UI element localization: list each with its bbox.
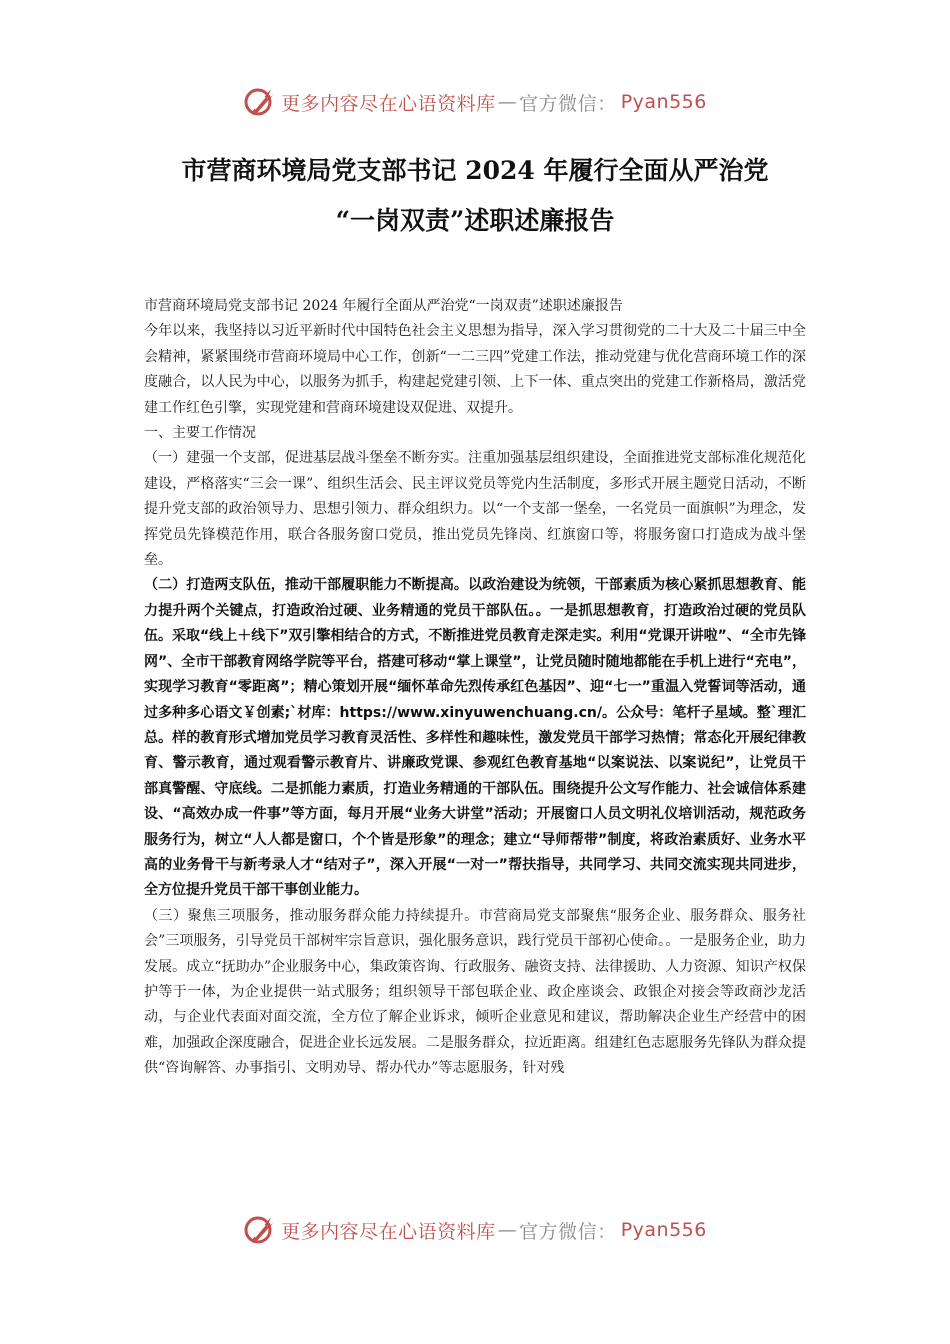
intro-paragraph: 今年以来，我坚持以习近平新时代中国特色社会主义思想为指导，深入学习贯彻党的二十大及二十届三中全会精神，紧紧围绕市营商环境局中心工作，创新“一二三四”党建工作法，推动党建与优化营商环境工作的深度融合，以人民为中心，以服务为抓手，构建起党建引领、上下一体、重点突出的党建工作新格局，激活党建工作红色引擎，实现党建和营商环境建设双促进、双提升。 (144, 323, 806, 416)
banner-dash: — (497, 1219, 518, 1241)
banner-slogan: 更多内容尽在心语资料库 (281, 1220, 496, 1243)
quill-logo-icon (243, 85, 277, 119)
subtitle-paragraph: 市营商环境局党支部书记 2024 年履行全面从严治党“一岗双责”述职述廉报告 (144, 298, 623, 314)
section-2-paragraph: （二）打造两支队伍，推动干部履职能力不断提高。以政治建设为统领，干部素质为核心紧抓思想教育、能力提升两个关键点，打造政治过硬、业务精通的党员干部队伍。。一是抓思想教育，打造政治过硬的党员队伍。采取“线上＋线下”双引擎相结合的方式，不断推进党员教育走深走实。利用“党课开讲啦”、“全市先锋网”、全市干部教育网络学院等平台，搭建可移动“掌上课堂”，让党员随时随地都能在手机上进行“充电”，实现学习教育“零距离”；精心策划开展“缅怀革命先烈传承红色基因”、迎“七一”重温入党誓词等活动，通过多种多心语文￥创素;`材库：https://www.xinyuwenchuang.cn/。公众号：笔杆子星域。整`理汇总。样的教育形式增加党员学习教育灵活性、多样性和趣味性，激发党员干部学习热情；常态化开展纪律教育、警示教育，通过观看警示教育片、讲廉政党课、参观红色教育基地“以案说法、以案说纪”，让党员干部真警醒、守底线。二是抓能力素质，打造业务精通的干部队伍。围绕提升公文写作能力、社会诚信体系建设、“高效办成一件事”等方面，每月开展“业务大讲堂”活动；开展窗口人员文明礼仪培训活动，规范政务服务行为，树立“人人都是窗口，个个皆是形象”的理念；建立“导师帮带”制度，将政治素质好、业务水平高的业务骨干与新考录人才“结对子”，深入开展“一对一”帮扶指导，共同学习、共同交流实现共同进步，全方位提升党员干部干事创业能力。 (144, 577, 807, 899)
banner-wechat-label: 官方微信： (519, 1220, 617, 1243)
title-line-2: “一岗双责”述职述廉报告 (335, 206, 615, 235)
document-body (144, 294, 806, 1082)
banner-dash: — (497, 91, 518, 113)
footer-banner (0, 1210, 950, 1250)
banner-wechat-label: 官方微信： (519, 92, 617, 115)
header-banner (0, 82, 950, 122)
section-1-paragraph: （一）建强一个支部，促进基层战斗堡垒不断夯实。注重加强基层组织建设，全面推进党支部标准化规范化建设，严格落实“三会一课”、组织生活会、民主评议党员等党内生活制度，多形式开展主题党日活动，不断提升党支部的政治领导力、思想引领力、群众组织力。以“一个支部一堡垒，一名党员一面旗帜”为理念，发挥党员先锋模范作用，联合各服务窗口党员，推出党员先锋岗、红旗窗口等，将服务窗口打造成为战斗堡垒。 (144, 450, 806, 569)
document-title (100, 146, 850, 246)
section-3-paragraph: （三）聚焦三项服务，推动服务群众能力持续提升。市营商局党支部聚焦“服务企业、服务群众、服务社会”三项服务，引导党员干部树牢宗旨意识，强化服务意识，践行党员干部初心使命。。一是服务企业，助力发展。成立“抚助办”企业服务中心，集政策咨询、行政服务、融资支持、法律援助、人力资源、知识产权保护等于一体，为企业提供一站式服务；组织领导干部包联企业、政企座谈会、政银企对接会等政商沙龙活动，与企业代表面对面交流，全方位了解企业诉求，倾听企业意见和建议，帮助解决企业生产经营中的困难，加强政企深度融合，促进企业长远发展。二是服务群众，拉近距离。组建红色志愿服务先锋队为群众提供“咨询解答、办事指引、文明劝导、帮办代办”等志愿服务，针对残 (144, 907, 806, 1077)
section-heading: 一、主要工作情况 (144, 425, 256, 442)
banner-wechat-id: Pyan556 (620, 91, 707, 113)
banner-slogan: 更多内容尽在心语资料库 (281, 92, 496, 115)
title-line-1: 市营商环境局党支部书记 2024 年履行全面从严治党 (181, 156, 769, 185)
banner-wechat-id: Pyan556 (620, 1219, 707, 1241)
quill-logo-icon (243, 1213, 277, 1247)
